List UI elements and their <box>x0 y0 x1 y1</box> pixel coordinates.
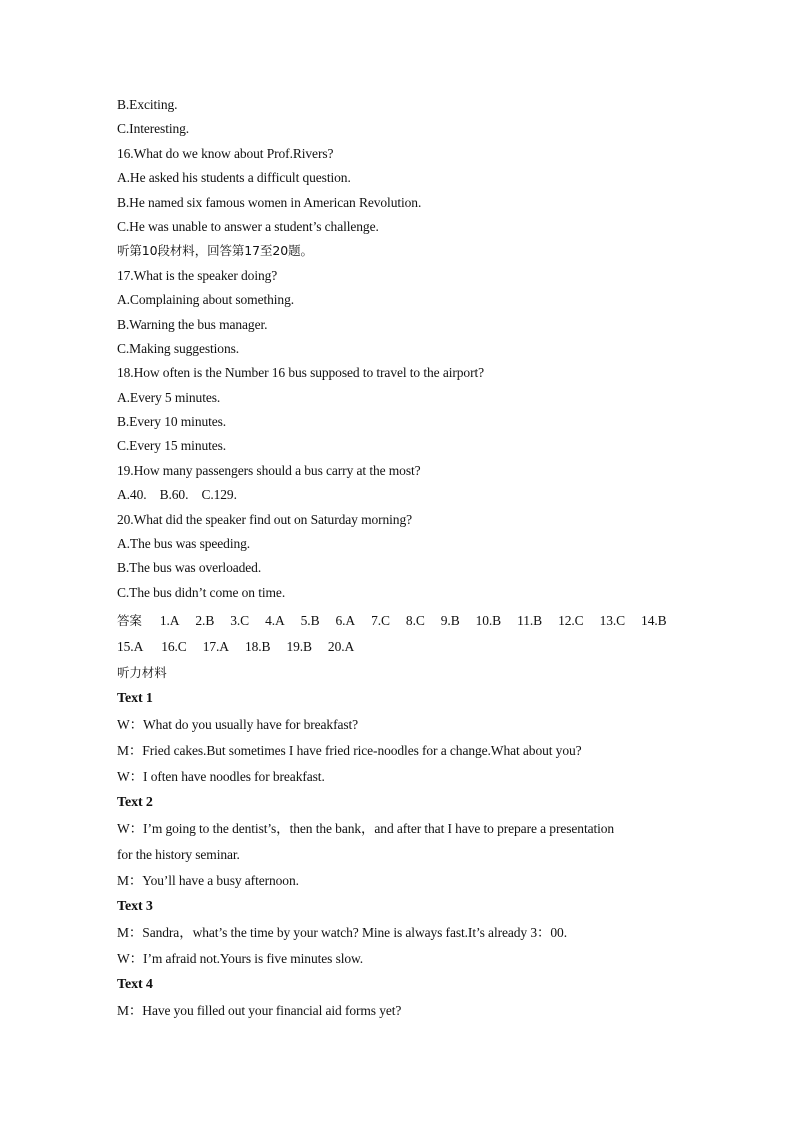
option-line: C.The bus didn’t come on time. <box>117 584 286 600</box>
dialogue-line: W：What do you usually have for breakfast? <box>117 717 359 733</box>
question-line: 16.What do we know about Prof.Rivers? <box>117 145 334 161</box>
answer-item: 9.B <box>440 613 460 629</box>
dialogue-line: W：I often have noodles for breakfast. <box>117 769 325 785</box>
answer-item: 16.C <box>161 639 187 655</box>
option-line: B.The bus was overloaded. <box>117 560 262 576</box>
option-line: A.The bus was speeding. <box>117 536 251 552</box>
answer-item: 5.B <box>300 613 320 629</box>
option-line: A.Complaining about something. <box>117 292 294 308</box>
question-line: 19.How many passengers should a bus carry at the most? <box>117 462 421 478</box>
dialogue-line: M：You’ll have a busy afternoon. <box>117 873 299 889</box>
text-heading: Text 4 <box>117 977 153 993</box>
answer-item: 14.B <box>641 613 667 629</box>
transcript <box>117 660 717 1024</box>
dialogue-line: M：Sandra，what’s the time by your watch? Mine is always fast.It’s already 3：00. <box>117 925 567 941</box>
option-line: B.Exciting. <box>117 97 178 112</box>
text-heading: Text 3 <box>117 899 153 915</box>
question-line: 18.How often is the Number 16 bus supposed to travel to the airport? <box>117 365 485 381</box>
answer-item: 11.B <box>517 613 543 629</box>
option-line: B.Every 10 minutes. <box>117 414 227 430</box>
question-block <box>117 93 717 605</box>
option-line: C.He was unable to answer a student’s challenge. <box>117 218 379 234</box>
answer-item: 4.A <box>265 613 285 629</box>
answer-item: 19.B <box>286 639 312 655</box>
answer-row-1 <box>117 608 717 634</box>
answer-item: 12.C <box>558 613 584 629</box>
dialogue-line: M：Have you filled out your financial aid forms yet? <box>117 1003 402 1019</box>
answer-item: 18.B <box>244 639 271 655</box>
document-page <box>117 93 717 1024</box>
answer-item: 2.B <box>195 613 215 629</box>
option-line: A.40. B.60. C.129. <box>117 487 237 503</box>
option-line: C.Making suggestions. <box>117 340 240 356</box>
answer-label: 答案 <box>117 613 142 629</box>
dialogue-line: M：Fried cakes.But sometimes I have fried rice-noodles for a change.What about you? <box>117 743 582 759</box>
option-line: B.Warning the bus manager. <box>117 316 268 332</box>
section-instruction: 听第10段材料，回答第17至20题。 <box>117 243 313 259</box>
option-line: C.Every 15 minutes. <box>117 438 227 454</box>
answer-item: 7.C <box>371 613 390 629</box>
dialogue-line: for the history seminar. <box>117 847 240 863</box>
option-line: C.Interesting. <box>117 121 190 137</box>
text-heading: Text 1 <box>117 691 153 707</box>
question-line: 20.What did the speaker find out on Saturday morning? <box>117 511 413 527</box>
answer-item: 8.C <box>405 613 425 629</box>
answer-key <box>117 608 717 660</box>
answer-item: 13.C <box>599 613 626 629</box>
answer-item: 17.A <box>202 639 229 655</box>
option-line: A.He asked his students a difficult question. <box>117 170 351 186</box>
answer-item: 6.A <box>335 613 356 629</box>
text-heading: Text 2 <box>117 795 153 811</box>
option-line: A.Every 5 minutes. <box>117 389 221 405</box>
answer-item: 3.C <box>230 613 250 629</box>
dialogue-line: W：I’m going to the dentist’s，then the bank，and after that I have to prepare a presentation <box>117 821 615 837</box>
answer-item: 10.B <box>475 613 502 629</box>
answer-item: 15.A <box>117 639 144 655</box>
transcript-heading: 听力材料 <box>117 665 167 681</box>
option-line: B.He named six famous women in American Revolution. <box>117 194 422 210</box>
question-line: 17.What is the speaker doing? <box>117 267 278 283</box>
dialogue-line: W：I’m afraid not.Yours is five minutes slow. <box>117 951 364 967</box>
answer-item: 1.A <box>159 613 180 629</box>
answer-row-2 <box>117 634 717 660</box>
answer-item: 20.A <box>327 639 355 655</box>
